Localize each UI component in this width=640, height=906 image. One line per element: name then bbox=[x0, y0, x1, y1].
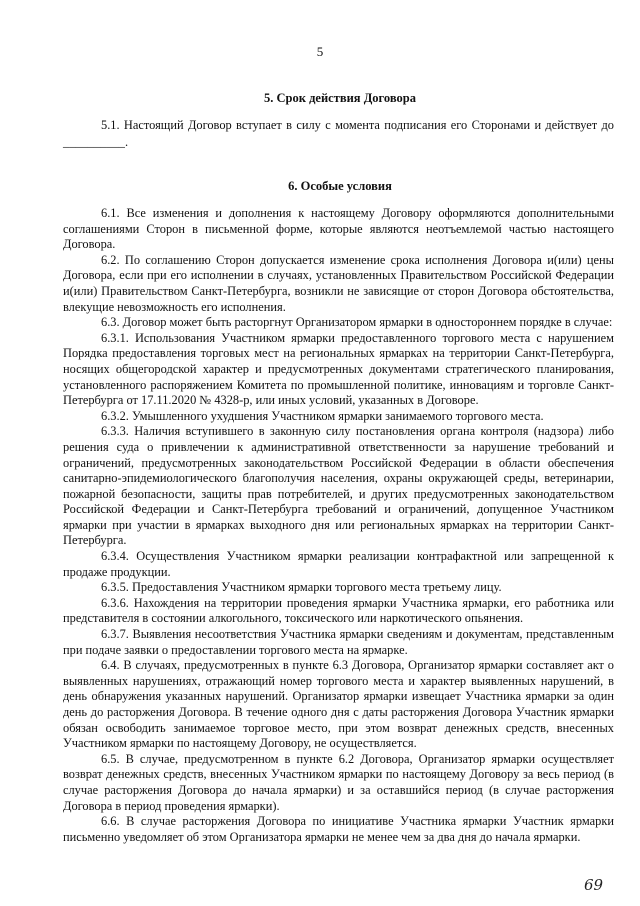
paragraph: 6.3.2. Умышленного ухудшения Участником ярмарки занимаемого торгового места. bbox=[101, 408, 544, 423]
paragraph: 6.3.7. Выявления несоответствия Участника ярмарки сведениям и документам, представленным при подаче заявки о предоставлении торгового места на ярмарке. bbox=[63, 627, 614, 657]
section-5-title: 5. Срок действия Договора bbox=[264, 91, 416, 105]
handwritten-page-mark: 69 bbox=[584, 876, 604, 894]
paragraph: 5.1. Настоящий Договор вступает в силу с момента подписания его Сторонами и действует до __________. bbox=[63, 118, 614, 149]
page-number: 5 bbox=[316, 44, 324, 59]
section-5-body bbox=[63, 117, 614, 151]
paragraph: 6.1. Все изменения и дополнения к настоящему Договору оформляются дополнительными соглашениями Сторон в письменной форме, которые являются неотъемлемой частью настоящего Договора. bbox=[63, 206, 614, 252]
paragraph: 6.3.1. Использования Участником ярмарки предоставленного торгового места с нарушением Порядка предоставления торговых мест на региональных ярмарках на территории Санкт-Петербурга, носящих общегородской характер и предусмотренных документами стратегического планирования, установленного распоряжением Комитета по промышленной политике, инновациям и торговле Санкт-Петербурга от 17.11.2020 № 4328-р, или иных условий, указанных в Договоре. bbox=[63, 330, 614, 408]
paragraph: 6.4. В случаях, предусмотренных в пункте 6.3 Договора, Организатор ярмарки составляет акт о выявленных нарушениях, отражающий номер торгового места и характер выявленных нарушений, в день обнаружения указанных нарушений. Организатор ярмарки извещает Участника ярмарки за один день до расторжения Договора. В течение одного дня с даты расторжения Договора Участник ярмарки обязан освободить занимаемое торговое место, при этом возврат денежных средств, внесенных Участником ярмарки по настоящему Договору, не осуществляется. bbox=[63, 658, 614, 751]
paragraph: 6.3.5. Предоставления Участником ярмарки торгового места третьему лицу. bbox=[101, 580, 502, 595]
paragraph: 6.5. В случае, предусмотренном в пункте 6.2 Договора, Организатор ярмарки осуществляет возврат денежных средств, внесенных Участником ярмарки по настоящему Договору за весь период (в случае расторжения Договора до начала ярмарки) и за оставшийся период (в случае расторжения Договора в период проведения ярмарки). bbox=[63, 751, 614, 813]
section-6-body bbox=[63, 206, 614, 845]
section-6-title: 6. Особые условия bbox=[288, 179, 392, 193]
paragraph: 6.2. По соглашению Сторон допускается изменение срока исполнения Договора и(или) цены Договора, если при его исполнении в случаях, установленных Правительством Российской Федерации и(или) Правительством Санкт-Петербурга, возникли не зависящие от сторон Договора обстоятельства, влекущие невозможность его исполнения. bbox=[63, 252, 614, 314]
paragraph: 6.6. В случае расторжения Договора по инициативе Участника ярмарки Участник ярмарки письменно уведомляет об этом Организатора ярмарки не менее чем за два дня до начала ярмарки. bbox=[63, 814, 614, 844]
paragraph: 6.3.3. Наличия вступившего в законную силу постановления органа контроля (надзора) либо решения суда о привлечении к административной ответственности за нарушение требований и ограничений, предусмотренных законодательством Российской Федерации в области обеспечения санитарно-эпидемиологического благополучия населения, охраны окружающей среды, ветеринарии, пожарной безопасности, защиты прав потребителей, и других предусмотренных законодательством Российской Федерации и Санкт-Петербурга требований и ограничений, допущенное Участником ярмарки при участии в ярмарках выходного дня или региональных ярмарках на территории Санкт-Петербурга. bbox=[63, 424, 614, 548]
paragraph: 6.3. Договор может быть расторгнут Организатором ярмарки в одностороннем порядке в случае: bbox=[101, 315, 613, 330]
paragraph: 6.3.6. Нахождения на территории проведения ярмарки Участника ярмарки, его работника или представителя в состоянии алкогольного, токсического или наркотического опьянения. bbox=[63, 595, 614, 626]
paragraph: 6.3.4. Осуществления Участником ярмарки реализации контрафактной или запрещенной к продаже продукции. bbox=[63, 549, 614, 579]
